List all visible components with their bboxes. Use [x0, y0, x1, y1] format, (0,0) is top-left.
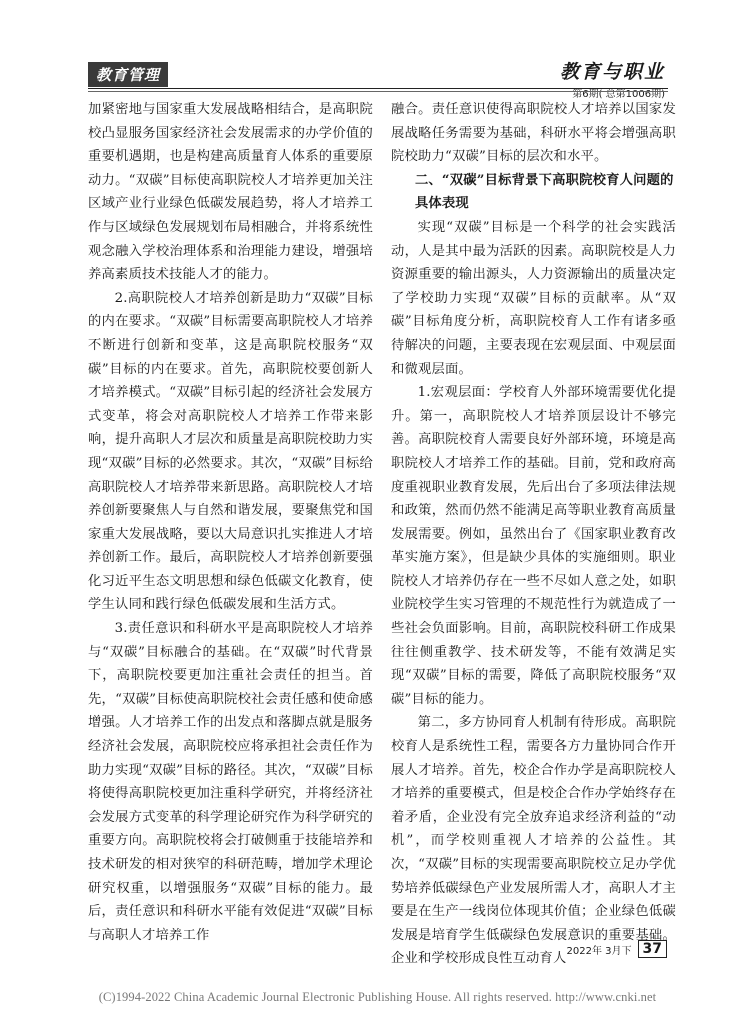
journal-name: 教育与职业: [559, 61, 665, 83]
paragraph: 加紧密地与国家重大发展战略相结合，是高职院校凸显服务国家经济社会发展需求的办学价值的重要机遇期，也是构建高质量育人体系的重要原动力。“双碳”目标使高职院校人才培养更加关注区域产业行业绿色低碳发展趋势，将人才培养工作与区域绿色发展规划布局相融合，并将系统性观念融入学校治理体系和治理能力建设，增强培养高素质技术技能人才的能力。: [88, 102, 373, 283]
paragraph: 1.宏观层面：学校育人外部环境需要优化提升。第一，高职院校人才培养顶层设计不够完善。高职院校育人需要良好外部环境，环境是高职院校人才培养工作的基础。目前，党和政府高度重视职业教育发展，先后出台了多项法律法规和政策，然而仍然不能满足高等职业教育高质量发展需要。例如，虽然出台了《国家职业教育改革实施方案》，但是缺少具体的实施细则。职业院校人才培养仍存在一些不尽如人意之处，如职业院校学生实习管理的不规范性行为就造成了一些社会负面影响。目前，高职院校科研工作成果往往侧重教学、技术研发等，不能有效满足实现“双碳”目标的需要，降低了高职院校服务“双碳”目标的能力。: [391, 385, 676, 707]
paragraph: 第二，多方协同育人机制有待形成。高职院校育人是系统性工程，需要各方力量协同合作开展人才培养。首先，校企合作办学是高职院校人才培养的重要模式，但是校企合作办学始终存在着矛盾，企业没有完全放弃追求经济利益的“动机”，而学校则重视人才培养的公益性。其次，“双碳”目标的实现需要高职院校立足办学优势培养低碳绿色产业发展所需人才，高职人才主要是在生产一线岗位体现其价值；企业绿色低碳发展是培育学生低碳绿色发展意识的重要基础。企业和学校形成良性互动育人: [391, 715, 676, 967]
issue-number: 第6期( 总第1006期): [572, 89, 665, 100]
header-right: [560, 57, 665, 100]
paragraph: 实现“双碳”目标是一个科学的社会实践活动，人是其中最为活跃的因素。高职院校是人力资源重要的输出源头，人力资源输出的质量决定了学校助力实现“双碳”目标的贡献率。从“双碳”目标角度分析，高职院校育人工作有诸多亟待解决的问题，主要表现在宏观层面、中观层面和微观层面。: [391, 219, 676, 377]
section-tag: 教育管理: [88, 62, 168, 87]
header-rule-thin: [88, 91, 668, 92]
left-column: [88, 98, 373, 947]
issue-date: 2022年 3月下: [566, 945, 632, 957]
section-heading: 二、“双碳”目标背景下高职院校育人问题的具体表现: [414, 172, 674, 212]
paragraph: 3.责任意识和科研水平是高职院校人才培养与“双碳”目标融合的基础。在“双碳”时代背景下，高职院校要更加注重社会责任的担当。首先，“双碳”目标使高职院校社会责任感和使命感增强。人才培养工作的出发点和落脚点就是服务经济社会发展，高职院校应将承担社会责任作为助力实现“双碳”目标的路径。其次，“双碳”目标将使得高职院校更加注重科学研究，并将经济社会发展方式变革的科学理论研究作为科学研究的重要方向。高职院校将会打破侧重于技能培养和技术研发的相对狭窄的科研范畴，增加学术理论研究权重，以增强服务“双碳”目标的能力。最后，责任意识和科研水平能有效促进“双碳”目标与高职人才培养工作: [88, 621, 373, 943]
paragraph: 融合。责任意识使得高职院校人才培养以国家发展战略任务需要为基础，科研水平将会增强高职院校助力“双碳”目标的层次和水平。: [391, 102, 676, 165]
page-number: 37: [638, 940, 667, 958]
paragraph: 2.高职院校人才培养创新是助力“双碳”目标的内在要求。“双碳”目标需要高职院校人才培养不断进行创新和变革，这是高职院校服务“双碳”目标的内在要求。首先，高职院校要创新人才培养模式。“双碳”目标引起的经济社会发展方式变革，将会对高职院校人才培养工作带来影响，提升高职人才层次和质量是高职院校助力实现“双碳”目标的必然要求。其次，“双碳”目标给高职院校人才培养带来新思路。高职院校人才培养创新要聚焦人与自然和谐发展，要聚焦党和国家重大发展战略，要以大局意识扎实推进人才培养创新工作。最后，高职院校人才培养创新要强化习近平生态文明思想和绿色低碳文化教育，使学生认同和践行绿色低碳发展和生活方式。: [88, 290, 373, 613]
header-rule: [88, 88, 668, 89]
page-footer: [567, 940, 667, 958]
copyright-notice: (C)1994-2022 China Academic Journal Electronic Publishing House. All rights reserved. http://www.cnki.net: [98, 990, 657, 1004]
right-column: [391, 98, 676, 971]
header-left: [88, 62, 168, 87]
